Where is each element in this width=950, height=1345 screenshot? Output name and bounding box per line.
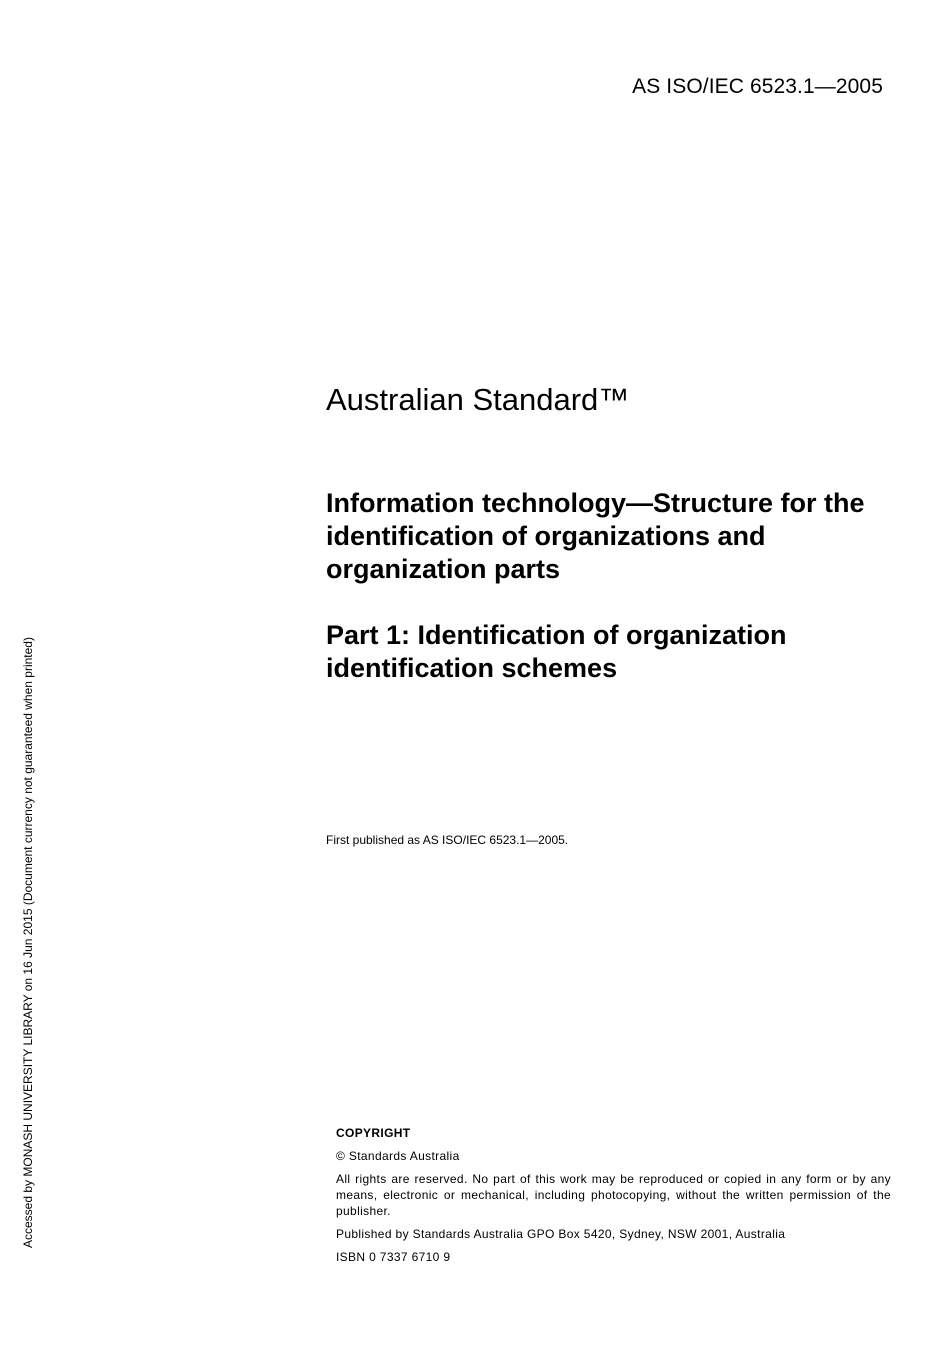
- standard-type-heading: Australian Standard™: [326, 382, 630, 417]
- publisher-address: Published by Standards Australia GPO Box 5420, Sydney, NSW 2001, Australia: [336, 1227, 786, 1241]
- isbn: ISBN 0 7337 6710 9: [336, 1250, 451, 1264]
- copyright-heading: COPYRIGHT: [336, 1126, 411, 1140]
- copyright-block: [336, 1125, 891, 1272]
- first-published-note: First published as AS ISO/IEC 6523.1—2005.: [326, 833, 569, 847]
- document-number: AS ISO/IEC 6523.1—2005: [632, 75, 883, 98]
- document-title: Information technology—Structure for the identification of organizations and organization parts: [326, 488, 865, 584]
- access-margin-note: Accessed by MONASH UNIVERSITY LIBRARY on 16 Jun 2015 (Document currency not guaranteed when printed): [21, 637, 35, 1248]
- copyright-rights-statement: All rights are reserved. No part of this work may be reproduced or copied in any form or by any means, electronic or mechanical, including photocopying, without the written permission of the publisher.: [336, 1172, 891, 1218]
- copyright-owner: © Standards Australia: [336, 1149, 460, 1163]
- part-title: Part 1: Identification of organization identification schemes: [326, 620, 787, 683]
